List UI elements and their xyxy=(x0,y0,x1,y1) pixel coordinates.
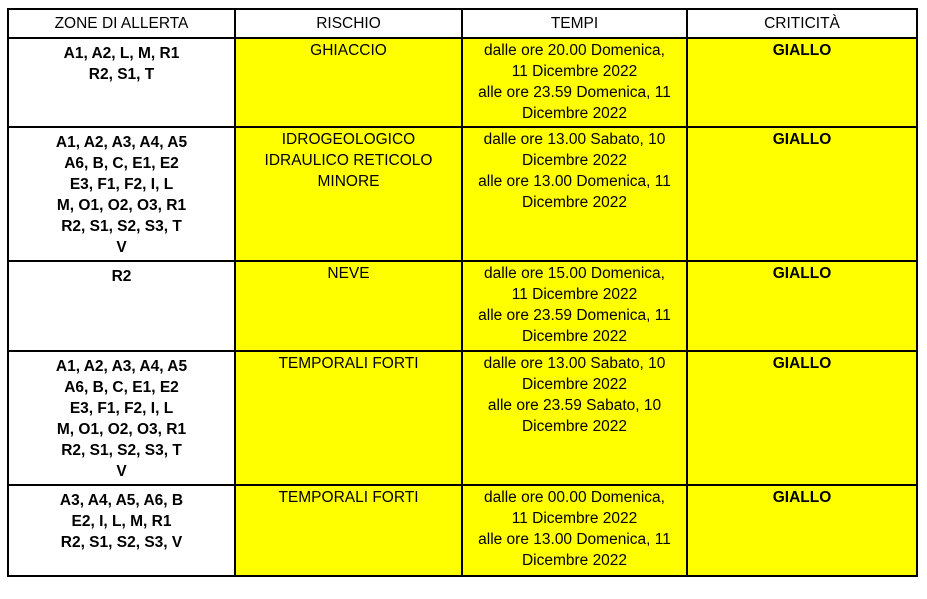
risk-line: NEVE xyxy=(327,265,370,282)
criticality-cell: GIALLO xyxy=(687,38,917,127)
risk-cell xyxy=(235,38,462,127)
zones-line: R2, S1, S2, S3, V xyxy=(60,534,183,551)
times-line: alle ore 13.00 Domenica, 11 xyxy=(478,173,671,190)
table-row xyxy=(8,261,917,351)
times-line: Dicembre 2022 xyxy=(521,194,628,211)
times-line: Dicembre 2022 xyxy=(521,328,628,345)
times-cell xyxy=(462,351,687,485)
zones-line: A1, A2, L, M, R1 xyxy=(63,45,180,62)
alert-table xyxy=(7,8,918,577)
times-line: Dicembre 2022 xyxy=(521,152,628,169)
times-line: alle ore 23.59 Domenica, 11 xyxy=(478,307,671,324)
zones-line: E2, I, L, M, R1 xyxy=(71,513,172,530)
zones-line: R2 xyxy=(111,268,132,285)
risk-line: GHIACCIO xyxy=(310,42,387,59)
zones-line: A6, B, C, E1, E2 xyxy=(64,379,179,396)
table-row xyxy=(8,485,917,576)
zones-line: V xyxy=(116,239,127,256)
risk-line: TEMPORALI FORTI xyxy=(278,489,419,506)
zones-line: A6, B, C, E1, E2 xyxy=(64,155,179,172)
zones-line: A1, A2, A3, A4, A5 xyxy=(55,358,188,375)
times-cell xyxy=(462,127,687,261)
zones-line: R2, S1, T xyxy=(88,66,155,83)
times-line: dalle ore 20.00 Domenica, xyxy=(484,42,665,59)
times-line: dalle ore 00.00 Domenica, xyxy=(484,489,665,506)
header-times: TEMPI xyxy=(462,9,687,38)
zones-line: E3, F1, F2, I, L xyxy=(69,400,174,417)
zones-cell xyxy=(8,351,235,485)
times-line: Dicembre 2022 xyxy=(521,105,628,122)
zones-line: A1, A2, A3, A4, A5 xyxy=(55,134,188,151)
times-cell xyxy=(462,485,687,576)
table-row xyxy=(8,351,917,485)
times-cell xyxy=(462,261,687,351)
times-line: dalle ore 13.00 Sabato, 10 xyxy=(483,131,666,148)
zones-line: R2, S1, S2, S3, T xyxy=(61,442,182,459)
table-row xyxy=(8,127,917,261)
header-criticality: CRITICITÀ xyxy=(687,9,917,38)
times-line: dalle ore 13.00 Sabato, 10 xyxy=(483,355,666,372)
criticality-cell: GIALLO xyxy=(687,351,917,485)
criticality-cell: GIALLO xyxy=(687,261,917,351)
zones-line: R2, S1, S2, S3, T xyxy=(61,218,182,235)
risk-cell xyxy=(235,485,462,576)
header-risk: RISCHIO xyxy=(235,9,462,38)
times-line: dalle ore 15.00 Domenica, xyxy=(484,265,665,282)
times-line: alle ore 23.59 Domenica, 11 xyxy=(478,84,671,101)
criticality-cell: GIALLO xyxy=(687,127,917,261)
zones-line: M, O1, O2, O3, R1 xyxy=(56,197,187,214)
times-line: Dicembre 2022 xyxy=(521,418,628,435)
times-cell xyxy=(462,38,687,127)
zones-cell xyxy=(8,261,235,351)
zones-line: A3, A4, A5, A6, B xyxy=(59,492,184,509)
header-row xyxy=(8,9,917,38)
times-line: Dicembre 2022 xyxy=(521,552,628,569)
risk-line: IDROGEOLOGICO xyxy=(281,131,416,148)
table-row xyxy=(8,38,917,127)
times-line: 11 Dicembre 2022 xyxy=(511,286,638,303)
times-line: 11 Dicembre 2022 xyxy=(511,63,638,80)
zones-line: M, O1, O2, O3, R1 xyxy=(56,421,187,438)
zones-cell xyxy=(8,485,235,576)
times-line: Dicembre 2022 xyxy=(521,376,628,393)
zones-line: E3, F1, F2, I, L xyxy=(69,176,174,193)
header-zones: ZONE DI ALLERTA xyxy=(8,9,235,38)
risk-line: MINORE xyxy=(317,173,380,190)
zones-cell xyxy=(8,38,235,127)
risk-line: IDRAULICO RETICOLO xyxy=(264,152,433,169)
zones-line: V xyxy=(116,463,127,480)
risk-cell xyxy=(235,261,462,351)
zones-cell xyxy=(8,127,235,261)
times-line: alle ore 13.00 Domenica, 11 xyxy=(478,531,671,548)
risk-cell xyxy=(235,351,462,485)
risk-line: TEMPORALI FORTI xyxy=(278,355,419,372)
criticality-cell: GIALLO xyxy=(687,485,917,576)
risk-cell xyxy=(235,127,462,261)
times-line: 11 Dicembre 2022 xyxy=(511,510,638,527)
times-line: alle ore 23.59 Sabato, 10 xyxy=(487,397,662,414)
